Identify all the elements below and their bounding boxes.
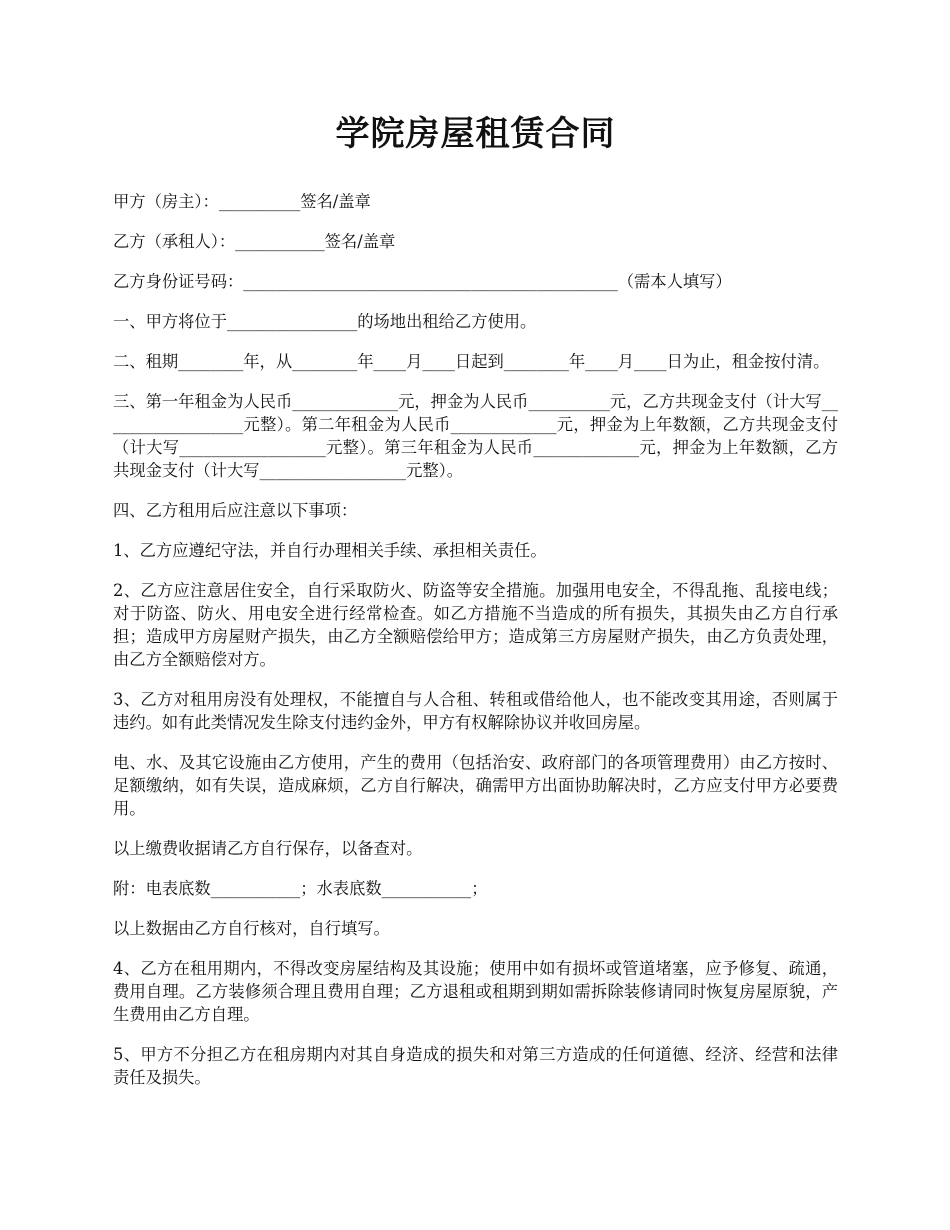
item-1-law: 1、乙方应遵纪守法，并自行办理相关手续、承担相关责任。	[113, 541, 547, 560]
receipts-note: 以上缴费收据请乙方自行保存，以备查对。	[113, 839, 423, 858]
meter-readings: 附：电表底数___________；水表底数___________；	[113, 879, 488, 898]
item-5-liability: 5、甲方不分担乙方在租房期内对其自身造成的损失和对第三方造成的任何道德、经济、经营和法律责任及损失。	[113, 1045, 838, 1087]
item-2-safety: 2、乙方应注意居住安全，自行采取防火、防盗等安全措施。加强用电安全，不得乱拖、乱接电线；对于防盗、防火、用电安全进行经常检查。如乙方措施不当造成的所有损失，其损失由乙方自行承担；造成甲方房屋财产损失，由乙方全额赔偿给甲方；造成第三方房屋财产损失，由乙方负责处理，由乙方全额赔偿对方。	[113, 581, 838, 669]
item-3-sublease: 3、乙方对租用房没有处理权，不能擅自与人合租、转租或借给他人，也不能改变其用途，否则属于违约。如有此类情况发生除支付违约金外，甲方有权解除协议并收回房屋。	[113, 690, 838, 732]
party-b-line: 乙方（承租人）：___________签名/盖章	[113, 232, 396, 251]
party-a-line: 甲方（房主）：__________签名/盖章	[113, 192, 371, 211]
clause-3-rent: 三、第一年租金为人民币_____________元，押金为人民币__________元，乙方共现金支付（计大写__________________元整）。第二年租金为人民币_____________元，押金为上年数额，乙方共现金支付（计大写__________________元整）。第三年租金为人民币_____________元，押金为上年数额，乙方共现金支付（计大写__________________元整）。	[113, 392, 838, 480]
item-4-structure: 4、乙方在租用期内，不得改变房屋结构及其设施；使用中如有损坏或管道堵塞，应予修复、疏通，费用自理。乙方装修须合理且费用自理；乙方退租或租期到期如需拆除装修请同时恢复房屋原貌，产生费用由乙方自理。	[113, 959, 838, 1024]
clause-2-term: 二、租期________年，从________年____月____日起到________年____月____日为止，租金按付清。	[113, 352, 830, 371]
clause-4-heading: 四、乙方租用后应注意以下事项：	[113, 501, 358, 520]
clause-1-location: 一、甲方将位于________________的场地出租给乙方使用。	[113, 312, 537, 331]
data-check-note: 以上数据由乙方自行核对，自行填写。	[113, 919, 390, 938]
utilities-paragraph: 电、水、及其它设施由乙方使用，产生的费用（包括治安、政府部门的各项管理费用）由乙方按时、足额缴纳，如有失误，造成麻烦，乙方自行解决，确需甲方出面协助解决时，乙方应支付甲方必要费用。	[113, 753, 838, 818]
party-b-id-line: 乙方身份证号码：______________________________________________（需本人填写）	[113, 272, 732, 291]
document-title: 学院房屋租赁合同	[335, 114, 616, 154]
